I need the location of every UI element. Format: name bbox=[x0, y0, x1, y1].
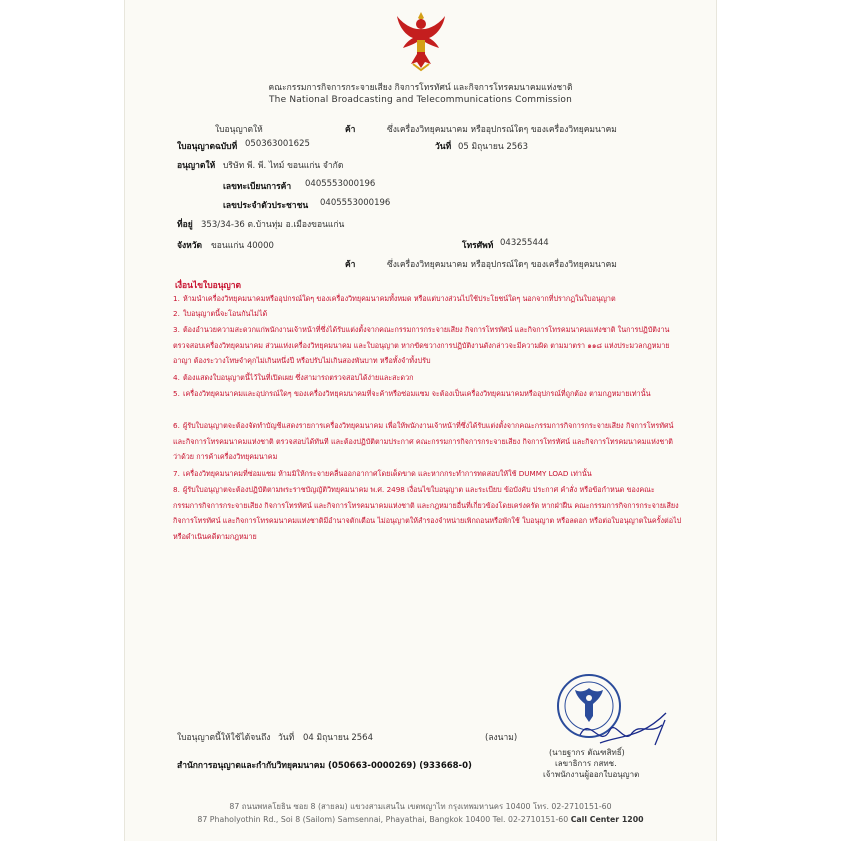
condition-item: 3. ต้องอำนวยความสะดวกแก่พนักงานเจ้าหน้าที่ซึ่งได้รับแต่งตั้งจากคณะกรรมการกระจายเสียง กิจการโทรทัศน์ และกิจการโทรคมนาคมแห่งชาติ ในการปฏิบัติงานตรวจสอบเครื่องวิทยุคมนาคม ส่วนแห่งเครื่องวิทยุคมนาคม และใบอนุญาต หากขัดขวางการปฏิบัติงานดังกล่าวจะมีความผิด ตามมาตรา ๑๑๘ แห่งประมวลกฎหมายอาญา ต้องระวางโทษจำคุกไม่เกินหนึ่งปี หรือปรับไม่เกินสองพันบาท หรือทั้งจำทั้งปรับ bbox=[173, 325, 670, 365]
tax-id-value: 0405553000196 bbox=[320, 198, 391, 208]
phone-value: 043255444 bbox=[500, 238, 549, 248]
trade-reg-value: 0405553000196 bbox=[305, 179, 376, 189]
validity-date-label: วันที่ bbox=[278, 733, 295, 743]
footer-address-thai: 87 ถนนพหลโยธิน ซอย 8 (สายลม) แขวงสามเสนใน เขตพญาไท กรุงเทพมหานคร 10400 โทร. 02-2710151-60 bbox=[229, 802, 612, 811]
province-value: ขอนแก่น 40000 bbox=[211, 241, 274, 251]
license-type-value: ค้า bbox=[345, 125, 356, 135]
garuda-emblem-icon bbox=[395, 10, 447, 72]
province-label: จังหวัด bbox=[177, 241, 203, 251]
grantee-label: อนุญาตให้ bbox=[177, 161, 216, 171]
license-document bbox=[125, 0, 716, 841]
grantee-value: บริษัท พี. พี. ไทม์ ขอนแก่น จำกัด bbox=[223, 161, 344, 171]
condition-item: 5. เครื่องวิทยุคมนาคมและอุปกรณ์ใดๆ ของเครื่องวิทยุคมนาคมที่จะค้าหรือซ่อมแซม จะต้องเป็นเครื่องวิทยุคมนาคมหรืออุปกรณ์ที่ถูกต้อง ตามกฎหมายเท่านั้น bbox=[173, 389, 651, 398]
condition-item: 7. เครื่องวิทยุคมนาคมที่ซ่อมแซม ห้ามมิให้กระจายคลื่นออกอากาศโดยเด็ดขาด และหากกระทำการทดสอบให้ใช้ DUMMY LOAD เท่านั้น bbox=[173, 469, 592, 478]
tax-id-label: เลขประจำตัวประชาชน bbox=[223, 201, 309, 211]
signer-position: เลขาธิการ กสทช. bbox=[555, 759, 617, 768]
org-name-english: The National Broadcasting and Telecommunications Commission bbox=[268, 95, 573, 105]
condition-item: 2. ใบอนุญาตนี้จะโอนกันไม่ได้ bbox=[173, 309, 268, 318]
signer-name: (นายฐากร ตัณฑสิทธิ์) bbox=[549, 748, 625, 757]
condition-item: 8. ผู้รับใบอนุญาตจะต้องปฏิบัติตามพระราชบัญญัติวิทยุคมนาคม พ.ศ. 2498 เงื่อนไขใบอนุญาต และระเบียบ ข้อบังคับ ประกาศ คำสั่ง หรือข้อกำหนด ของคณะกรรมการกิจการกระจายเสียง กิจการโทรทัศน์ และกิจการโทรคมนาคมแห่งชาติ และกฎหมายอื่นที่เกี่ยวข้องโดยเคร่งครัด หากฝ่าฝืน คณะกรรมการกิจการกระจายเสียง กิจการโทรทัศน์ และกิจการโทรคมนาคมแห่งชาติมีอำนาจตักเตือน ไม่อนุญาตให้สำรองจำหน่ายเพิกถอนหรือพักใช้ ใบอนุญาต หรือลดอก หรือต่อใบอนุญาตในครั้งต่อไป หรือดำเนินคดีตามกฎหมาย bbox=[173, 485, 682, 541]
trade-type-value: ค้า bbox=[345, 260, 356, 270]
address-label: ที่อยู่ bbox=[177, 220, 193, 230]
sign-label: (ลงนาม) bbox=[485, 733, 518, 743]
issue-date-label: วันที่ bbox=[435, 142, 452, 152]
phone-label: โทรศัพท์ bbox=[462, 241, 494, 251]
validity-date-value: 04 มิถุนายน 2564 bbox=[303, 733, 373, 743]
license-type-label: ใบอนุญาตให้ bbox=[215, 125, 263, 135]
license-goods: ซึ่งเครื่องวิทยุคมนาคม หรืออุปกรณ์ใดๆ ของเครื่องวิทยุคมนาคม bbox=[387, 125, 617, 135]
conditions-title: เงื่อนไขใบอนุญาต bbox=[175, 281, 242, 291]
footer-address-english: 87 Phaholyothin Rd., Soi 8 (Sailom) Samsennai, Phayathai, Bangkok 10400 Tel. 02-2710151-60 Call Center 1200 bbox=[197, 815, 644, 824]
trade-reg-label: เลขทะเบียนการค้า bbox=[223, 182, 292, 192]
condition-item: 4. ต้องแสดงใบอนุญาตนี้ไว้ในที่เปิดเผย ซึ่งสามารถตรวจสอบได้ง่ายและสะดวก bbox=[173, 373, 414, 382]
condition-item: 1. ห้ามนำเครื่องวิทยุคมนาคมหรืออุปกรณ์ใดๆ ของเครื่องวิทยุคมนาคมทั้งหมด หรือแต่บางส่วนไปใช้ประโยชน์ใดๆ นอกจากที่ปรากฏในใบอนุญาต bbox=[173, 294, 616, 303]
signer-role: เจ้าพนักงานผู้ออกใบอนุญาต bbox=[543, 770, 640, 779]
call-center: Call Center 1200 bbox=[570, 815, 644, 824]
license-number-value: 050363001625 bbox=[245, 139, 310, 149]
validity-label: ใบอนุญาตนี้ให้ใช้ได้จนถึง bbox=[177, 733, 271, 743]
org-name-thai: คณะกรรมการกิจการกระจายเสียง กิจการโทรทัศน์ และกิจการโทรคมนาคมแห่งชาติ bbox=[268, 83, 573, 93]
office-name: สำนักการอนุญาตและกำกับวิทยุคมนาคม (050663-0000269) (933668-0) bbox=[177, 761, 472, 771]
license-number-label: ใบอนุญาตฉบับที่ bbox=[177, 142, 238, 152]
condition-item: 6. ผู้รับใบอนุญาตจะต้องจัดทำบัญชีแสดงรายการเครื่องวิทยุคมนาคม เพื่อให้พนักงานเจ้าหน้าที่ซึ่งได้รับแต่งตั้งจากคณะกรรมการกิจการกระจายเสียง กิจการโทรทัศน์ และกิจการโทรคมนาคมแห่งชาติ ตรวจสอบได้ทันที และต้องปฏิบัติตามประกาศ คณะกรรมการกิจการกระจายเสียง กิจการโทรทัศน์ และกิจการโทรคมนาคมแห่งชาติ ว่าด้วย การค้าเครื่องวิทยุคมนาคม bbox=[173, 421, 674, 461]
issue-date-value: 05 มิถุนายน 2563 bbox=[458, 142, 528, 152]
trade-goods: ซึ่งเครื่องวิทยุคมนาคม หรืออุปกรณ์ใดๆ ของเครื่องวิทยุคมนาคม bbox=[387, 260, 617, 270]
address-value: 353/34-36 ต.บ้านทุ่ม อ.เมืองขอนแก่น bbox=[201, 220, 345, 230]
